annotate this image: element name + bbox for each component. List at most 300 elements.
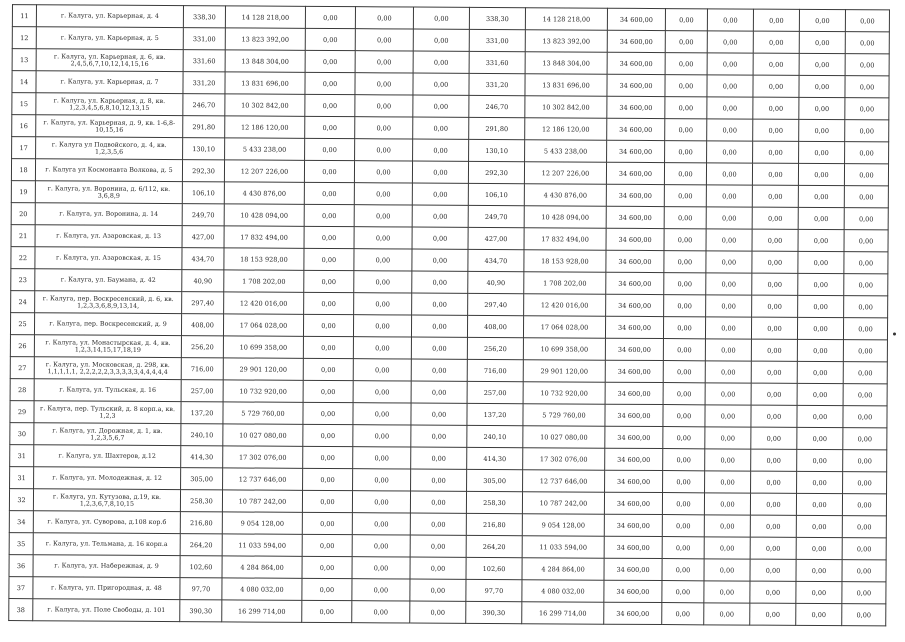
row-number: 16 <box>12 115 36 137</box>
value-cell: 0,00 <box>706 295 752 317</box>
cost-cell: 1 708 202,00 <box>524 272 606 295</box>
value-cell: 0,00 <box>753 9 799 31</box>
address-cell: г. Калуга, ул. Набережная, д. 9 <box>33 555 180 578</box>
cost-cell: 14 128 218,00 <box>225 6 305 28</box>
cost-cell: 1 708 202,00 <box>224 270 304 292</box>
value-cell: 0,00 <box>752 185 798 207</box>
value-cell: 0,00 <box>303 424 353 446</box>
cost-cell: 17 302 076,00 <box>223 446 303 468</box>
value-cell: 0,00 <box>304 160 354 182</box>
value-cell: 0,00 <box>665 9 707 31</box>
value-cell: 0,00 <box>303 468 353 490</box>
address-cell: г. Калуга, ул. Азаровская, д. 13 <box>35 225 182 248</box>
value-cell: 0,00 <box>663 405 705 427</box>
cost-cell: 12 207 226,00 <box>224 160 304 182</box>
value-cell: 0,00 <box>843 472 887 494</box>
value-cell: 0,00 <box>665 31 707 53</box>
value-cell: 0,00 <box>353 447 411 469</box>
value-cell: 0,00 <box>663 427 705 449</box>
area-cell: 246,70 <box>183 94 225 116</box>
value-cell: 0,00 <box>798 207 844 229</box>
area-cell: 97,70 <box>180 578 222 600</box>
cost-cell: 12 186 120,00 <box>525 118 607 141</box>
value-cell: 0,00 <box>704 559 750 581</box>
value-cell: 0,00 <box>844 208 888 230</box>
address-cell: г. Калуга, ул. Баумана, д. 42 <box>35 269 182 292</box>
cost-cell: 4 430 876,00 <box>524 184 606 207</box>
value-cell: 0,00 <box>354 249 412 271</box>
address-cell: г. Калуга, ул. Шахтеров, д.12 <box>34 445 181 468</box>
value-cell: 0,00 <box>707 141 753 163</box>
address-cell: г. Калуга, ул. Карьерная, д. 4 <box>36 5 183 28</box>
value-cell: 0,00 <box>305 94 355 116</box>
price-cell: 34 600,00 <box>605 316 663 338</box>
cost-cell: 5 433 238,00 <box>225 138 305 160</box>
value-cell: 0,00 <box>665 97 707 119</box>
price-cell: 34 600,00 <box>607 30 665 52</box>
cost-cell: 5 433 238,00 <box>525 140 607 163</box>
value-cell: 0,00 <box>707 119 753 141</box>
address-cell: г. Калуга, пер. Воскресенский, д. 6, кв. 1,2,3,3,6,8,9,13,14, <box>35 291 182 314</box>
value-cell: 0,00 <box>354 227 412 249</box>
value-cell: 0,00 <box>411 359 467 381</box>
area-cell: 291,80 <box>183 116 225 138</box>
row-number: 22 <box>11 247 35 269</box>
value-cell: 0,00 <box>842 604 886 626</box>
value-cell: 0,00 <box>354 161 412 183</box>
value-cell: 0,00 <box>355 139 413 161</box>
area-cell: 408,00 <box>467 315 523 337</box>
area-cell: 240,10 <box>181 424 223 446</box>
area-cell: 331,20 <box>183 72 225 94</box>
address-cell: г. Калуга, ул. Азаровская, д. 15 <box>35 247 182 270</box>
value-cell: 0,00 <box>410 491 466 513</box>
value-cell: 0,00 <box>842 560 886 582</box>
area-cell: 216,80 <box>180 512 222 534</box>
row-number: 24 <box>11 291 35 313</box>
cost-cell: 17 064 028,00 <box>523 316 605 339</box>
row-number: 29 <box>10 401 34 423</box>
area-cell: 40,90 <box>182 270 224 292</box>
row-number: 15 <box>12 93 36 115</box>
value-cell: 0,00 <box>355 51 413 73</box>
value-cell: 0,00 <box>705 361 751 383</box>
value-cell: 0,00 <box>844 296 888 318</box>
value-cell: 0,00 <box>303 314 353 336</box>
value-cell: 0,00 <box>353 359 411 381</box>
value-cell: 0,00 <box>662 537 704 559</box>
area-cell: 292,30 <box>182 160 224 182</box>
row-number: 11 <box>12 5 36 27</box>
cost-cell: 10 699 358,00 <box>223 336 303 358</box>
price-cell: 34 600,00 <box>607 96 665 118</box>
value-cell: 0,00 <box>845 142 889 164</box>
value-cell: 0,00 <box>797 471 843 493</box>
value-cell: 0,00 <box>305 50 355 72</box>
value-cell: 0,00 <box>352 535 410 557</box>
value-cell: 0,00 <box>304 182 354 204</box>
value-cell: 0,00 <box>664 273 706 295</box>
price-cell: 34 600,00 <box>607 140 665 162</box>
value-cell: 0,00 <box>798 273 844 295</box>
cost-cell: 10 732 920,00 <box>223 380 303 402</box>
value-cell: 0,00 <box>845 10 889 32</box>
area-cell: 249,70 <box>182 204 224 226</box>
area-cell: 390,30 <box>466 601 522 623</box>
table-row <box>9 599 886 626</box>
value-cell: 0,00 <box>662 559 704 581</box>
area-cell: 338,30 <box>469 7 525 29</box>
value-cell: 0,00 <box>411 425 467 447</box>
row-number: 34 <box>9 511 33 533</box>
value-cell: 0,00 <box>843 362 887 384</box>
value-cell: 0,00 <box>353 469 411 491</box>
area-cell: 434,70 <box>182 248 224 270</box>
price-cell: 34 600,00 <box>605 404 663 426</box>
scan-speck <box>893 332 896 335</box>
address-cell: г. Калуга, пер. Тульский, д. 8 корп.а, кв. 1,2,3 <box>34 401 181 424</box>
cost-cell: 13 831 696,00 <box>525 74 607 97</box>
row-number: 23 <box>11 269 35 291</box>
value-cell: 0,00 <box>797 361 843 383</box>
row-number: 37 <box>9 577 33 599</box>
value-cell: 0,00 <box>843 340 887 362</box>
value-cell: 0,00 <box>304 248 354 270</box>
value-cell: 0,00 <box>413 29 469 51</box>
value-cell: 0,00 <box>412 271 468 293</box>
value-cell: 0,00 <box>796 603 842 625</box>
area-cell: 130,10 <box>469 139 525 161</box>
value-cell: 0,00 <box>704 493 750 515</box>
value-cell: 0,00 <box>355 117 413 139</box>
value-cell: 0,00 <box>410 601 466 623</box>
row-number: 27 <box>10 357 34 379</box>
value-cell: 0,00 <box>663 383 705 405</box>
value-cell: 0,00 <box>354 205 412 227</box>
value-cell: 0,00 <box>663 339 705 361</box>
cost-cell: 10 302 842,00 <box>225 94 305 116</box>
cost-cell: 12 186 120,00 <box>225 116 305 138</box>
cost-cell: 9 054 128,00 <box>222 512 302 534</box>
area-cell: 257,00 <box>467 381 523 403</box>
price-cell: 34 600,00 <box>604 536 662 558</box>
value-cell: 0,00 <box>799 97 845 119</box>
value-cell: 0,00 <box>352 513 410 535</box>
price-cell: 34 600,00 <box>607 74 665 96</box>
area-cell: 427,00 <box>468 227 524 249</box>
value-cell: 0,00 <box>354 293 412 315</box>
value-cell: 0,00 <box>412 183 468 205</box>
cost-cell: 10 027 080,00 <box>223 424 303 446</box>
cost-cell: 13 848 304,00 <box>525 52 607 75</box>
value-cell: 0,00 <box>410 557 466 579</box>
address-cell: г. Калуга, ул. Воронина, д. 14 <box>35 203 182 226</box>
cost-cell: 14 128 218,00 <box>525 8 607 31</box>
value-cell: 0,00 <box>798 185 844 207</box>
area-cell: 258,30 <box>180 490 222 512</box>
value-cell: 0,00 <box>752 273 798 295</box>
value-cell: 0,00 <box>413 95 469 117</box>
price-cell: 34 600,00 <box>606 162 664 184</box>
address-cell: г. Калуга, ул. Тульская, д. 16 <box>34 379 181 402</box>
value-cell: 0,00 <box>305 116 355 138</box>
value-cell: 0,00 <box>843 450 887 472</box>
cost-cell: 10 428 094,00 <box>524 206 606 229</box>
value-cell: 0,00 <box>353 337 411 359</box>
area-cell: 40,90 <box>468 271 524 293</box>
value-cell: 0,00 <box>662 581 704 603</box>
value-cell: 0,00 <box>704 537 750 559</box>
value-cell: 0,00 <box>751 383 797 405</box>
value-cell: 0,00 <box>412 227 468 249</box>
value-cell: 0,00 <box>304 204 354 226</box>
value-cell: 0,00 <box>664 229 706 251</box>
area-cell: 258,30 <box>466 491 522 513</box>
address-cell: г. Калуга, пер. Воскресенский, д. 9 <box>34 313 181 336</box>
address-cell: г. Калуга, ул. Московская, д. 298, кв. 1,1,1,1,1, 2,2,2,2,2,3,3,3,3,3,4,4,4,4,4 <box>34 357 181 380</box>
cost-cell: 17 832 494,00 <box>224 226 304 248</box>
value-cell: 0,00 <box>410 513 466 535</box>
cost-cell: 11 033 594,00 <box>522 536 604 559</box>
cost-cell: 16 299 714,00 <box>522 602 604 625</box>
value-cell: 0,00 <box>303 446 353 468</box>
value-cell: 0,00 <box>842 538 886 560</box>
value-cell: 0,00 <box>302 578 352 600</box>
value-cell: 0,00 <box>410 579 466 601</box>
area-cell: 257,00 <box>181 380 223 402</box>
value-cell: 0,00 <box>752 229 798 251</box>
area-cell: 137,20 <box>181 402 223 424</box>
value-cell: 0,00 <box>799 119 845 141</box>
value-cell: 0,00 <box>705 383 751 405</box>
value-cell: 0,00 <box>753 97 799 119</box>
area-cell: 331,20 <box>469 73 525 95</box>
area-cell: 716,00 <box>181 358 223 380</box>
value-cell: 0,00 <box>845 32 889 54</box>
area-cell: 106,10 <box>182 182 224 204</box>
cost-cell: 12 207 226,00 <box>524 162 606 185</box>
scanned-page <box>0 4 905 642</box>
value-cell: 0,00 <box>664 163 706 185</box>
cost-cell: 12 420 016,00 <box>224 292 304 314</box>
cost-cell: 13 831 696,00 <box>225 72 305 94</box>
value-cell: 0,00 <box>843 384 887 406</box>
area-cell: 427,00 <box>182 226 224 248</box>
area-cell: 102,60 <box>466 557 522 579</box>
row-number: 28 <box>10 379 34 401</box>
value-cell: 0,00 <box>355 29 413 51</box>
value-cell: 0,00 <box>796 581 842 603</box>
address-cell: г. Калуга, ул. Суворова, д.108 кор.б <box>33 511 180 534</box>
value-cell: 0,00 <box>798 163 844 185</box>
value-cell: 0,00 <box>355 7 413 29</box>
cost-cell: 10 428 094,00 <box>224 204 304 226</box>
value-cell: 0,00 <box>353 381 411 403</box>
area-cell: 246,70 <box>469 95 525 117</box>
value-cell: 0,00 <box>303 336 353 358</box>
row-number: 32 <box>9 489 33 511</box>
table-body <box>9 5 890 626</box>
value-cell: 0,00 <box>413 117 469 139</box>
price-cell: 34 600,00 <box>604 514 662 536</box>
cost-cell: 9 054 128,00 <box>522 514 604 537</box>
price-cell: 34 600,00 <box>606 272 664 294</box>
value-cell: 0,00 <box>664 251 706 273</box>
cost-cell: 12 420 016,00 <box>524 294 606 317</box>
value-cell: 0,00 <box>753 75 799 97</box>
value-cell: 0,00 <box>352 601 410 623</box>
address-cell: г. Калуга, ул. Тельмана, д. 16 корп.а <box>33 533 180 556</box>
area-cell: 240,10 <box>467 425 523 447</box>
area-cell: 97,70 <box>466 579 522 601</box>
area-cell: 291,80 <box>469 117 525 139</box>
value-cell: 0,00 <box>663 449 705 471</box>
value-cell: 0,00 <box>843 318 887 340</box>
value-cell: 0,00 <box>665 53 707 75</box>
price-cell: 34 600,00 <box>604 492 662 514</box>
value-cell: 0,00 <box>413 51 469 73</box>
cost-cell: 10 302 842,00 <box>525 96 607 119</box>
cost-cell: 10 787 242,00 <box>522 492 604 515</box>
price-cell: 34 600,00 <box>606 184 664 206</box>
value-cell: 0,00 <box>799 31 845 53</box>
value-cell: 0,00 <box>303 380 353 402</box>
value-cell: 0,00 <box>411 447 467 469</box>
price-cell: 34 600,00 <box>604 580 662 602</box>
address-cell: г. Калуга, ул. Монастырская, д. 4, кв. 1,2,3,14,15,17,18,19 <box>34 335 181 358</box>
cost-cell: 17 302 076,00 <box>523 448 605 471</box>
address-cell: г. Калуга, ул. Молодежная, д. 12 <box>34 467 181 490</box>
value-cell: 0,00 <box>302 490 352 512</box>
row-number: 17 <box>12 137 36 159</box>
value-cell: 0,00 <box>844 186 888 208</box>
value-cell: 0,00 <box>750 537 796 559</box>
value-cell: 0,00 <box>302 600 352 622</box>
value-cell: 0,00 <box>410 535 466 557</box>
value-cell: 0,00 <box>411 381 467 403</box>
cost-cell: 4 284 864,00 <box>222 556 302 578</box>
cost-cell: 13 823 392,00 <box>525 30 607 53</box>
value-cell: 0,00 <box>305 138 355 160</box>
value-cell: 0,00 <box>845 120 889 142</box>
value-cell: 0,00 <box>304 270 354 292</box>
value-cell: 0,00 <box>751 339 797 361</box>
value-cell: 0,00 <box>705 405 751 427</box>
value-cell: 0,00 <box>751 317 797 339</box>
value-cell: 0,00 <box>706 185 752 207</box>
value-cell: 0,00 <box>305 28 355 50</box>
price-cell: 34 600,00 <box>604 558 662 580</box>
area-cell: 331,60 <box>469 51 525 73</box>
row-number: 30 <box>10 423 34 445</box>
price-cell: 34 600,00 <box>606 250 664 272</box>
cost-cell: 10 732 920,00 <box>523 382 605 405</box>
value-cell: 0,00 <box>304 292 354 314</box>
price-cell: 34 600,00 <box>605 360 663 382</box>
cost-cell: 13 823 392,00 <box>225 28 305 50</box>
area-cell: 434,70 <box>468 249 524 271</box>
value-cell: 0,00 <box>706 163 752 185</box>
area-cell: 305,00 <box>467 469 523 491</box>
value-cell: 0,00 <box>797 339 843 361</box>
value-cell: 0,00 <box>706 273 752 295</box>
value-cell: 0,00 <box>844 230 888 252</box>
value-cell: 0,00 <box>751 405 797 427</box>
row-number: 35 <box>9 533 33 555</box>
value-cell: 0,00 <box>796 559 842 581</box>
row-number: 38 <box>9 599 33 621</box>
value-cell: 0,00 <box>411 315 467 337</box>
row-number: 36 <box>9 555 33 577</box>
value-cell: 0,00 <box>845 54 889 76</box>
address-cell: г. Калуга, ул. Карьерная, д. 8, кв. 1,2,3,4,5,6,8,10,12,13,15 <box>36 93 183 116</box>
area-cell: 297,40 <box>468 293 524 315</box>
address-cell: г. Калуга, ул. Пригородная, д. 48 <box>33 577 180 600</box>
value-cell: 0,00 <box>304 226 354 248</box>
value-cell: 0,00 <box>797 383 843 405</box>
price-cell: 34 600,00 <box>606 294 664 316</box>
value-cell: 0,00 <box>705 427 751 449</box>
area-cell: 216,80 <box>466 513 522 535</box>
value-cell: 0,00 <box>705 317 751 339</box>
value-cell: 0,00 <box>704 581 750 603</box>
area-cell: 102,60 <box>180 556 222 578</box>
value-cell: 0,00 <box>799 75 845 97</box>
row-number: 31 <box>10 445 34 467</box>
value-cell: 0,00 <box>706 207 752 229</box>
cost-cell: 10 699 358,00 <box>523 338 605 361</box>
value-cell: 0,00 <box>796 537 842 559</box>
price-cell: 34 600,00 <box>604 602 662 624</box>
value-cell: 0,00 <box>753 141 799 163</box>
value-cell: 0,00 <box>662 493 704 515</box>
area-cell: 256,20 <box>181 336 223 358</box>
row-number: 26 <box>10 335 34 357</box>
value-cell: 0,00 <box>707 75 753 97</box>
area-cell: 331,00 <box>183 28 225 50</box>
value-cell: 0,00 <box>844 274 888 296</box>
value-cell: 0,00 <box>665 141 707 163</box>
value-cell: 0,00 <box>752 163 798 185</box>
address-cell: г. Калуга, ул. Карьерная, д. 6, кв. 2,4,5,6,7,10,12,14,15,16 <box>36 49 183 72</box>
value-cell: 0,00 <box>305 72 355 94</box>
value-cell: 0,00 <box>752 207 798 229</box>
cost-cell: 18 153 928,00 <box>524 250 606 273</box>
area-cell: 305,00 <box>181 468 223 490</box>
cost-cell: 12 737 646,00 <box>223 468 303 490</box>
price-cell: 34 600,00 <box>607 52 665 74</box>
area-cell: 331,60 <box>183 50 225 72</box>
address-cell: г. Калуга, ул. Карьерная, д. 7 <box>36 71 183 94</box>
value-cell: 0,00 <box>412 161 468 183</box>
address-cell: г. Калуга, ул. Кутузова, д.19, кв. 1,2,3,6,7,8,10,15 <box>33 489 180 512</box>
area-cell: 414,30 <box>181 446 223 468</box>
cost-cell: 16 299 714,00 <box>222 600 302 622</box>
value-cell: 0,00 <box>705 471 751 493</box>
value-cell: 0,00 <box>664 207 706 229</box>
value-cell: 0,00 <box>411 403 467 425</box>
cost-cell: 17 064 028,00 <box>223 314 303 336</box>
area-cell: 130,10 <box>183 138 225 160</box>
address-cell: г. Калуга, ул. Воронина, д. 6/112, кв. 3,6,8,9 <box>35 181 182 204</box>
value-cell: 0,00 <box>662 603 704 625</box>
value-cell: 0,00 <box>799 141 845 163</box>
value-cell: 0,00 <box>412 293 468 315</box>
value-cell: 0,00 <box>664 185 706 207</box>
row-number: 18 <box>11 159 35 181</box>
value-cell: 0,00 <box>707 53 753 75</box>
address-cell: г. Калуга, ул. Дорожная, д. 1, кв. 1,2,3,5,6,7 <box>34 423 181 446</box>
